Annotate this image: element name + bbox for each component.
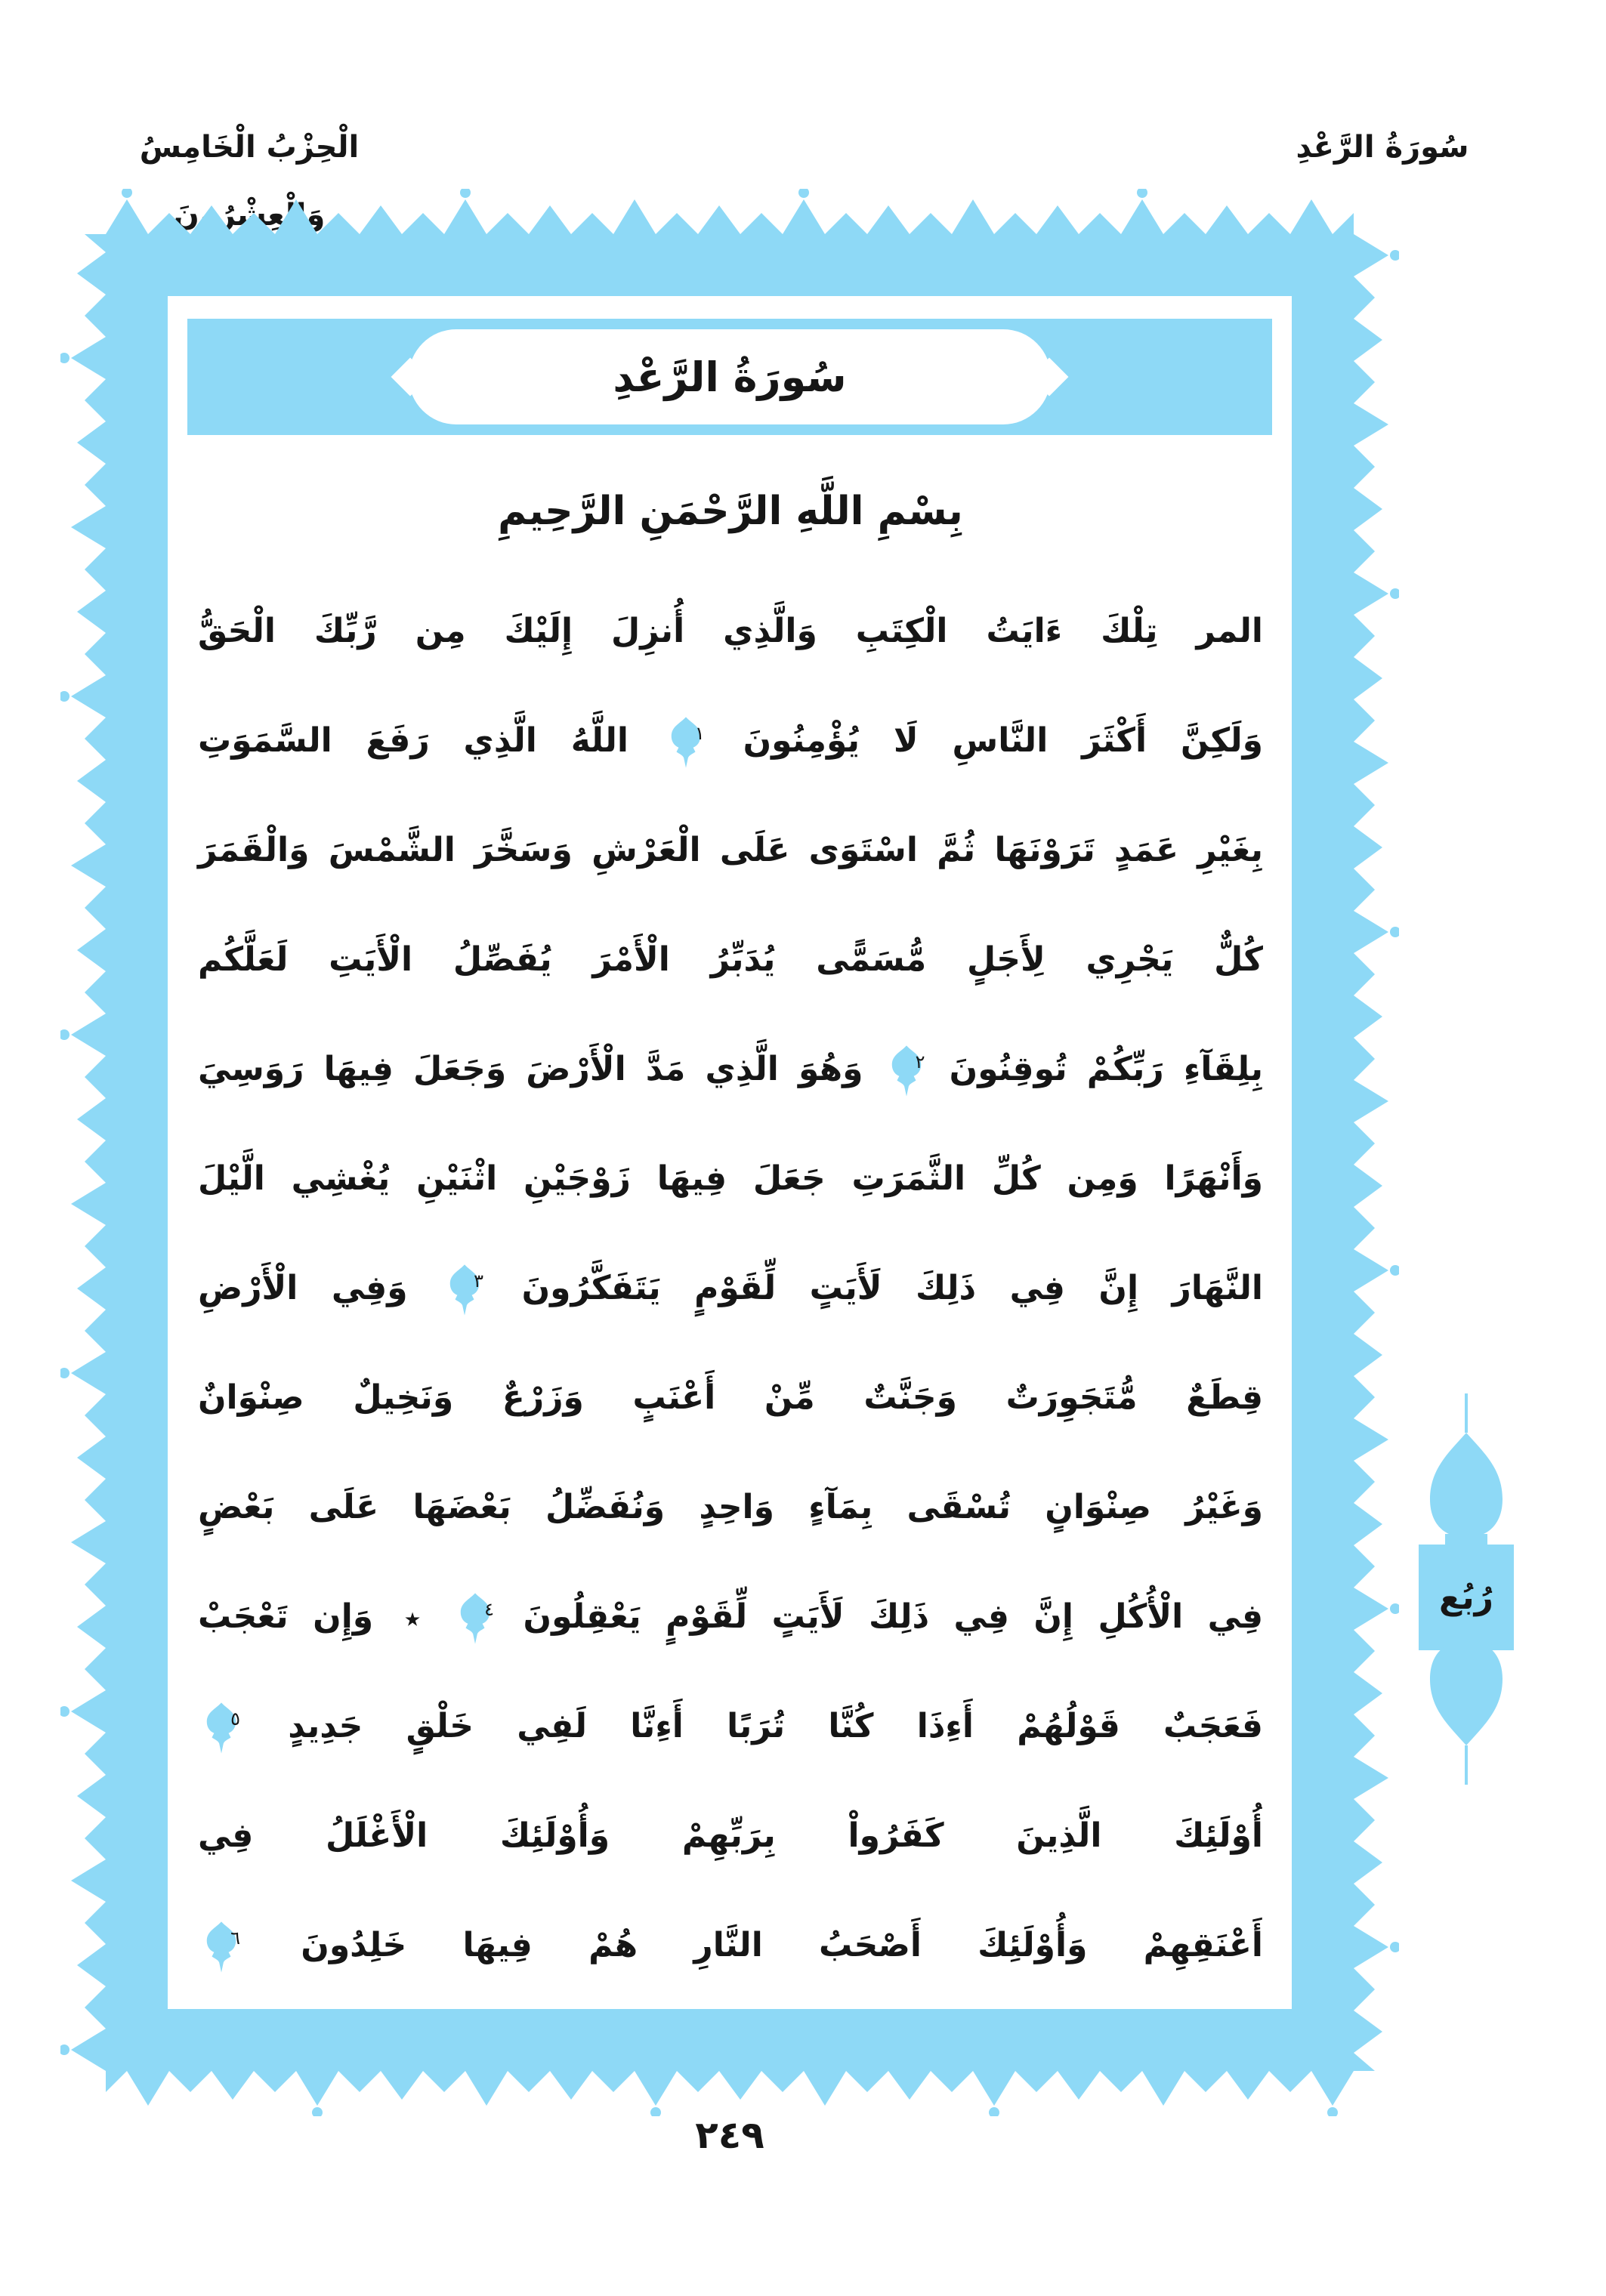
border-zigzag-right-icon [1354,234,1399,2071]
verse-number: ١ [694,723,705,744]
ayah-text: وَلَكِنَّ أَكْثَرَ النَّاسِ لَا يُؤْمِنُونَ [743,721,1263,760]
verse-number: ٦ [230,1927,240,1949]
border-zigzag-left-icon [60,234,106,2071]
verse-number: ٢ [915,1051,925,1072]
ayah-text: وَهُوَ الَّذِي مَدَّ الْأَرْضَ وَجَعَلَ فِيهَا رَوَسِيَ [198,1050,863,1088]
verse-number: ٣ [474,1270,484,1292]
ayah-text: المر تِلْكَ ءَايَتُ الْكِتَبِ وَالَّذِي أُنزِلَ إِلَيْكَ مِن رَّبِّكَ الْحَقُّ [198,612,1263,650]
ayah-text: فَعَجَبٌ قَوْلُهُمْ أَءِذَا كُنَّا تُرَبًا أَءِنَّا لَفِي خَلْقٍ جَدِيدٍ [288,1707,1263,1745]
quran-line [198,1126,1263,1232]
hizb-header-label: الْحِزْبُ الْخَامِسُ وَالْعِشْرُونَ [139,130,360,233]
verse-end-marker-icon [888,1044,925,1098]
quran-line [198,1783,1263,1889]
ayah-text: أُوْلَئِكَ الَّذِينَ كَفَرُواْ بِرَبِّهِمْ وَأُوْلَئِكَ الْأَغْلَلُ فِي [198,1816,1263,1855]
ayah-text: وَغَيْرُ صِنْوَانٍ تُسْقَى بِمَآءٍ وَاحِدٍ وَنُفَضِّلُ بَعْضَهَا عَلَى بَعْضٍ [198,1488,1263,1526]
quran-line [198,1674,1263,1779]
verse-end-marker-icon [667,715,705,770]
surah-title: سُورَةُ الرَّعْدِ [613,353,847,401]
verse-number: ٥ [230,1708,240,1730]
quran-line [198,1236,1263,1341]
ayah-text: وَإِن تَعْجَبْ [198,1597,374,1636]
ayah-text: كُلٌّ يَجْرِي لِأَجَلٍ مُّسَمًّى يُدَبِّرُ الْأَمْرَ يُفَصِّلُ الْأَيَتِ لَعَلَّكُم [198,940,1263,979]
ayah-text: وَفِي الْأَرْضِ [198,1269,408,1307]
ayah-text: فِي الْأُكُلِ إِنَّ فِي ذَلِكَ لَأَيَتٍ لِّقَوْمٍ يَعْقِلُونَ [523,1597,1264,1636]
surah-title-banner [187,319,1272,435]
quran-lines [198,579,1263,1998]
ayah-text: اللَّهُ الَّذِي رَفَعَ السَّمَوَتِ [198,721,629,760]
ayah-text: قِطَعٌ مُّتَجَوِرَتٌ وَجَنَّتٌ مِّنْ أَعْنَبٍ وَزَرْعٌ وَنَخِيلٌ صِنْوَانٌ [198,1378,1263,1417]
rub-quarter-label: رُبُع [1439,1578,1493,1617]
page-number: ٢٤٩ [695,2113,764,2157]
border-zigzag-top-icon [106,189,1354,234]
quran-line [198,907,1263,1013]
ayah-text: وَأَنْهَرًا وَمِن كُلِّ الثَّمَرَتِ جَعَلَ فِيهَا زَوْجَيْنِ اثْنَيْنِ يُغْشِي الَّيْلَ [198,1159,1263,1198]
ayah-text: أَعْنَقِهِمْ وَأُوْلَئِكَ أَصْحَبُ النَّارِ هُمْ فِيهَا خَلِدُونَ [301,1926,1263,1964]
quran-line [198,1345,1263,1451]
quran-line [198,1017,1263,1122]
verse-end-marker-icon [202,1920,240,1974]
verse-end-marker-icon [456,1591,494,1646]
quran-line [198,1455,1263,1560]
quran-line [198,798,1263,903]
ayah-text: النَّهَارَ إِنَّ فِي ذَلِكَ لَأَيَتٍ لِّقَوْمٍ يَتَفَكَّرُونَ [521,1269,1264,1307]
rub-el-hizb-star-icon: ٭ [403,1600,422,1637]
surah-header-label: سُورَةُ الرَّعْدِ [1296,130,1469,165]
ayah-text: بِغَيْرِ عَمَدٍ تَرَوْنَهَا ثُمَّ اسْتَوَى عَلَى الْعَرْشِ وَسَخَّرَ الشَّمْسَ وَالْقَمَرَ [198,831,1263,869]
quran-line [198,688,1263,794]
verse-number: ٤ [484,1599,495,1620]
quran-line [198,1564,1263,1670]
ayah-text: بِلِقَآءِ رَبِّكُمْ تُوقِنُونَ [949,1050,1263,1088]
surah-title-cartouche [409,329,1051,424]
quran-line [198,579,1263,684]
quran-line [198,1893,1263,1998]
rub-quarter-marker-ornament [1417,1393,1515,1785]
verse-end-marker-icon [202,1701,240,1755]
basmala: بِسْمِ اللَّهِ الرَّحْمَنِ الرَّحِيمِ [498,489,963,534]
border-zigzag-bottom-icon [106,2071,1354,2116]
verse-end-marker-icon [446,1263,483,1317]
